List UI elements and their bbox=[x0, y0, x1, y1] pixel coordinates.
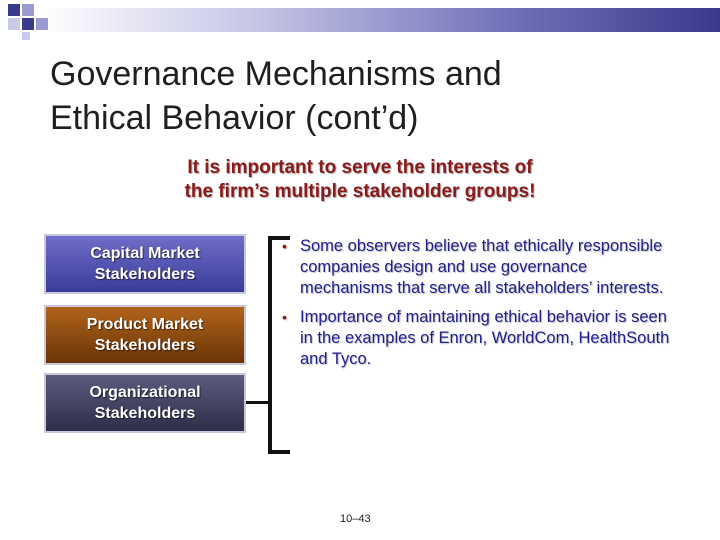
bullet-item bbox=[280, 307, 680, 370]
decorative-square bbox=[36, 18, 48, 30]
subtitle-line: the firm’s multiple stakeholder groups! bbox=[184, 181, 536, 202]
connector-line bbox=[246, 401, 268, 404]
bullet-dot-icon: • bbox=[282, 309, 287, 325]
slide-subtitle bbox=[100, 156, 620, 204]
organizational-stakeholders-box bbox=[44, 373, 246, 433]
bullet-list bbox=[280, 236, 680, 378]
bullet-item bbox=[280, 236, 680, 299]
decorative-square bbox=[22, 18, 34, 30]
subtitle-line: It is important to serve the interests of bbox=[187, 157, 533, 178]
decorative-square bbox=[8, 4, 20, 16]
box-label-line: Stakeholders bbox=[94, 405, 196, 422]
box-label-line: Stakeholders bbox=[94, 337, 196, 354]
decorative-square bbox=[22, 4, 34, 16]
slide-title bbox=[50, 52, 690, 140]
bracket-bottom bbox=[268, 450, 290, 454]
product-market-stakeholders-box bbox=[44, 305, 246, 365]
capital-market-stakeholders-box bbox=[44, 234, 246, 294]
decorative-square bbox=[8, 18, 20, 30]
bullet-text: Some observers believe that ethically responsible companies design and use governance mechanisms that serve all stakeholders’ interests. bbox=[300, 237, 664, 297]
bracket-vertical bbox=[268, 236, 272, 454]
bullet-text: Importance of maintaining ethical behavior is seen in the examples of Enron, WorldCom, HealthSouth and Tyco. bbox=[300, 308, 670, 368]
decorative-header-band bbox=[0, 0, 720, 40]
bullet-dot-icon: • bbox=[282, 238, 287, 254]
title-line: Ethical Behavior (cont’d) bbox=[50, 99, 419, 137]
box-label-line: Capital Market bbox=[90, 245, 200, 262]
header-gradient-bar bbox=[40, 8, 720, 32]
page-number: 10–43 bbox=[340, 513, 371, 525]
box-label-line: Organizational bbox=[89, 384, 201, 401]
title-line: Governance Mechanisms and bbox=[50, 55, 502, 93]
decorative-square bbox=[22, 32, 30, 40]
box-label-line: Product Market bbox=[86, 316, 204, 333]
box-label-line: Stakeholders bbox=[94, 266, 196, 283]
